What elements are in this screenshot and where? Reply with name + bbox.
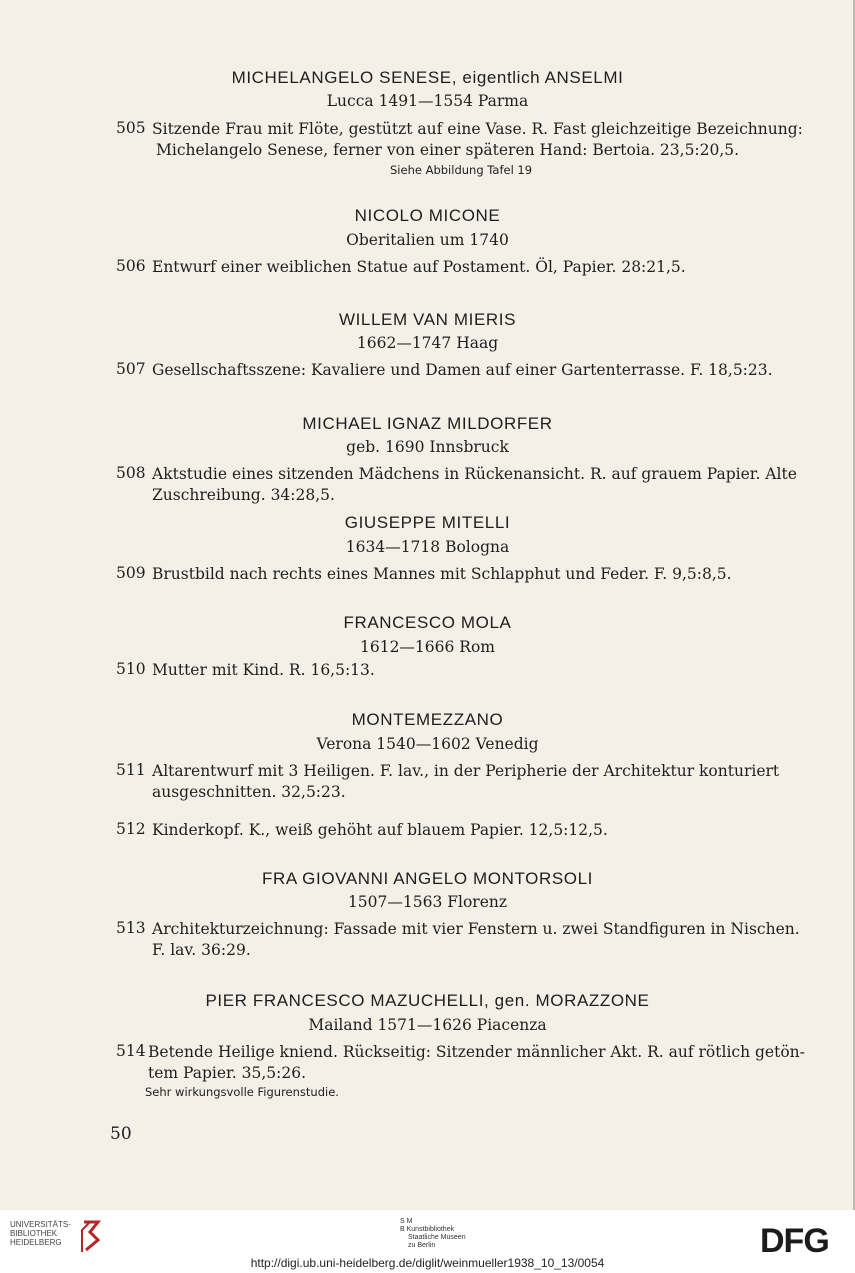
- artist-dates: Lucca 1491—1554 Parma: [326, 92, 529, 110]
- lot-number: 514: [116, 1042, 146, 1060]
- artist-dates: 1662—1747 Haag: [356, 334, 499, 352]
- artist-dates: geb. 1690 Innsbruck: [346, 438, 509, 456]
- artist-dates: 1507—1563 Florenz: [347, 893, 508, 911]
- lot-note: Siehe Abbildung Tafel 19: [390, 163, 533, 177]
- page-number: 50: [110, 1124, 132, 1144]
- lot-number: 513: [116, 919, 146, 937]
- lot-description-line: Altarentwurf mit 3 Heiligen. F. lav., in der Peripherie der Architektur konturiert: [152, 762, 780, 780]
- lot-description: [152, 820, 832, 841]
- dfg-logo-text: DFG: [760, 1222, 829, 1256]
- lot-description-line: Michelangelo Senese, ferner von einer späteren Hand: Bertoia. 23,5:20,5.: [156, 141, 740, 159]
- library-emblem-icon: [80, 1218, 104, 1254]
- stamp-line: zu Berlin: [408, 1242, 436, 1249]
- artist-heading: FRA GIOVANNI ANGELO MONTORSOLI: [262, 869, 593, 888]
- artist-heading: MICHAEL IGNAZ MILDORFER: [302, 414, 553, 433]
- lot-description: [152, 564, 832, 585]
- lot-description-line: tem Papier. 35,5:26.: [148, 1064, 306, 1082]
- lot-description-line: Aktstudie eines sitzenden Mädchens in Rückenansicht. R. auf grauem Papier. Alte: [152, 465, 797, 483]
- lot-description: [152, 761, 832, 803]
- library-logo-line: BIBLIOTHEK: [10, 1229, 58, 1238]
- lot-description: [152, 257, 832, 278]
- artist-dates: Verona 1540—1602 Venedig: [316, 735, 539, 753]
- artist-heading: FRANCESCO MOLA: [343, 613, 512, 632]
- library-logo[interactable]: [10, 1220, 71, 1247]
- artist-heading: MONTEMEZZANO: [351, 710, 504, 729]
- stamp-line: Staatliche Museen: [408, 1234, 466, 1241]
- lot-description: [152, 360, 832, 381]
- lot-number: 507: [116, 360, 146, 378]
- artist-heading: WILLEM VAN MIERIS: [338, 310, 517, 329]
- lot-description-line: Entwurf einer weiblichen Statue auf Postament. Öl, Papier. 28:21,5.: [152, 258, 686, 276]
- library-logo-line: HEIDELBERG: [10, 1238, 62, 1247]
- lot-number: 506: [116, 257, 146, 275]
- lot-description: [148, 1042, 832, 1084]
- artist-heading: GIUSEPPE MITELLI: [344, 513, 511, 532]
- lot-number: 511: [116, 761, 146, 779]
- dfg-logo[interactable]: [760, 1222, 845, 1256]
- lot-number: 509: [116, 564, 146, 582]
- lot-description: [152, 660, 832, 681]
- lot-description-line: F. lav. 36:29.: [152, 941, 251, 959]
- lot-description-line: Mutter mit Kind. R. 16,5:13.: [152, 661, 375, 679]
- lot-note: Sehr wirkungsvolle Figurenstudie.: [145, 1085, 339, 1099]
- museum-stamp: [400, 1218, 466, 1250]
- lot-description-line: Gesellschaftsszene: Kavaliere und Damen auf einer Gartenterrasse. F. 18,5:23.: [152, 361, 773, 379]
- lot-description: [152, 464, 832, 506]
- lot-description-line: ausgeschnitten. 32,5:23.: [152, 783, 346, 801]
- artist-heading: PIER FRANCESCO MAZUCHELLI, gen. MORAZZONE: [205, 991, 650, 1010]
- lot-description-line: Kinderkopf. K., weiß gehöht auf blauem Papier. 12,5:12,5.: [152, 821, 608, 839]
- source-url-link[interactable]: http://digi.ub.uni-heidelberg.de/diglit/weinmueller1938_10_13/0054: [250, 1256, 605, 1270]
- stamp-line: B Kunstbibliothek: [400, 1226, 455, 1233]
- lot-description-line: Betende Heilige kniend. Rückseitig: Sitzender männlicher Akt. R. auf rötlich getön-: [148, 1043, 805, 1061]
- artist-heading: MICHELANGELO SENESE, eigentlich ANSELMI: [231, 68, 624, 87]
- lot-description-line: Brustbild nach rechts eines Mannes mit Schlapphut und Feder. F. 9,5:8,5.: [152, 565, 732, 583]
- lot-number: 510: [116, 660, 146, 678]
- lot-description-line: Architekturzeichnung: Fassade mit vier Fenstern u. zwei Standfiguren in Nischen.: [152, 920, 800, 938]
- lot-number: 512: [116, 820, 146, 838]
- artist-dates: 1612—1666 Rom: [359, 638, 496, 656]
- library-logo-line: UNIVERSITÄTS-: [10, 1220, 71, 1229]
- artist-dates: Oberitalien um 1740: [346, 231, 509, 249]
- artist-dates: 1634—1718 Bologna: [345, 538, 510, 556]
- lot-description: [152, 119, 832, 161]
- lot-description: [152, 919, 832, 961]
- artist-heading: NICOLO MICONE: [354, 206, 501, 225]
- stamp-line: S M: [400, 1218, 413, 1225]
- artist-dates: Mailand 1571—1626 Piacenza: [308, 1016, 547, 1034]
- lot-number: 508: [116, 464, 146, 482]
- lot-number: 505: [116, 119, 146, 137]
- lot-description-line: Sitzende Frau mit Flöte, gestützt auf eine Vase. R. Fast gleichzeitige Bezeichnung:: [152, 120, 803, 138]
- lot-description-line: Zuschreibung. 34:28,5.: [152, 486, 335, 504]
